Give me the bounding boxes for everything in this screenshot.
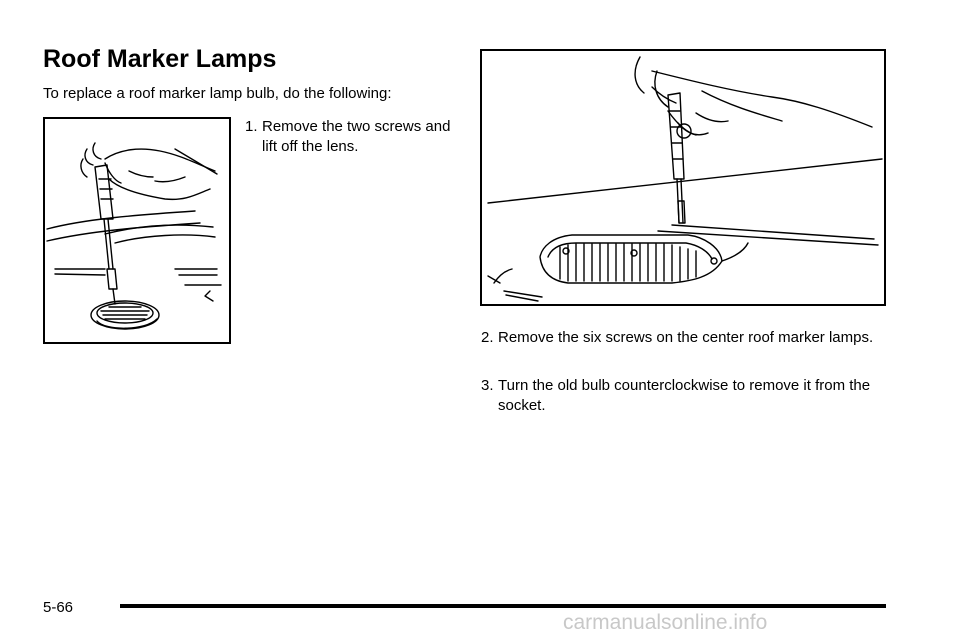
page-number: 5-66 [43,599,74,616]
step-2 [481,328,881,348]
page-title: Roof Marker Lamps [43,45,277,73]
step-text: Remove the six screws on the center roof marker lamps. [498,329,874,346]
watermark: carmanualsonline.info [563,611,768,634]
step-text: Turn the old bulb counterclockwise to remove it from the socket. [498,377,871,414]
footer-rule [120,604,886,608]
illustration-center-marker-lamps [480,49,886,306]
step-3 [481,376,881,416]
intro-text: To replace a roof marker lamp bulb, do the following: [43,85,392,102]
screwdriver-lamp-drawing [45,119,229,342]
step-number: 3. [481,377,494,394]
screwdriver-lamp-bar-drawing [482,51,884,304]
illustration-single-marker-lamp [43,117,231,344]
step-text: Remove the two screws and lift off the lens. [262,118,451,155]
step-number: 2. [481,329,494,346]
step-1 [245,117,460,157]
step-number: 1. [245,118,258,135]
